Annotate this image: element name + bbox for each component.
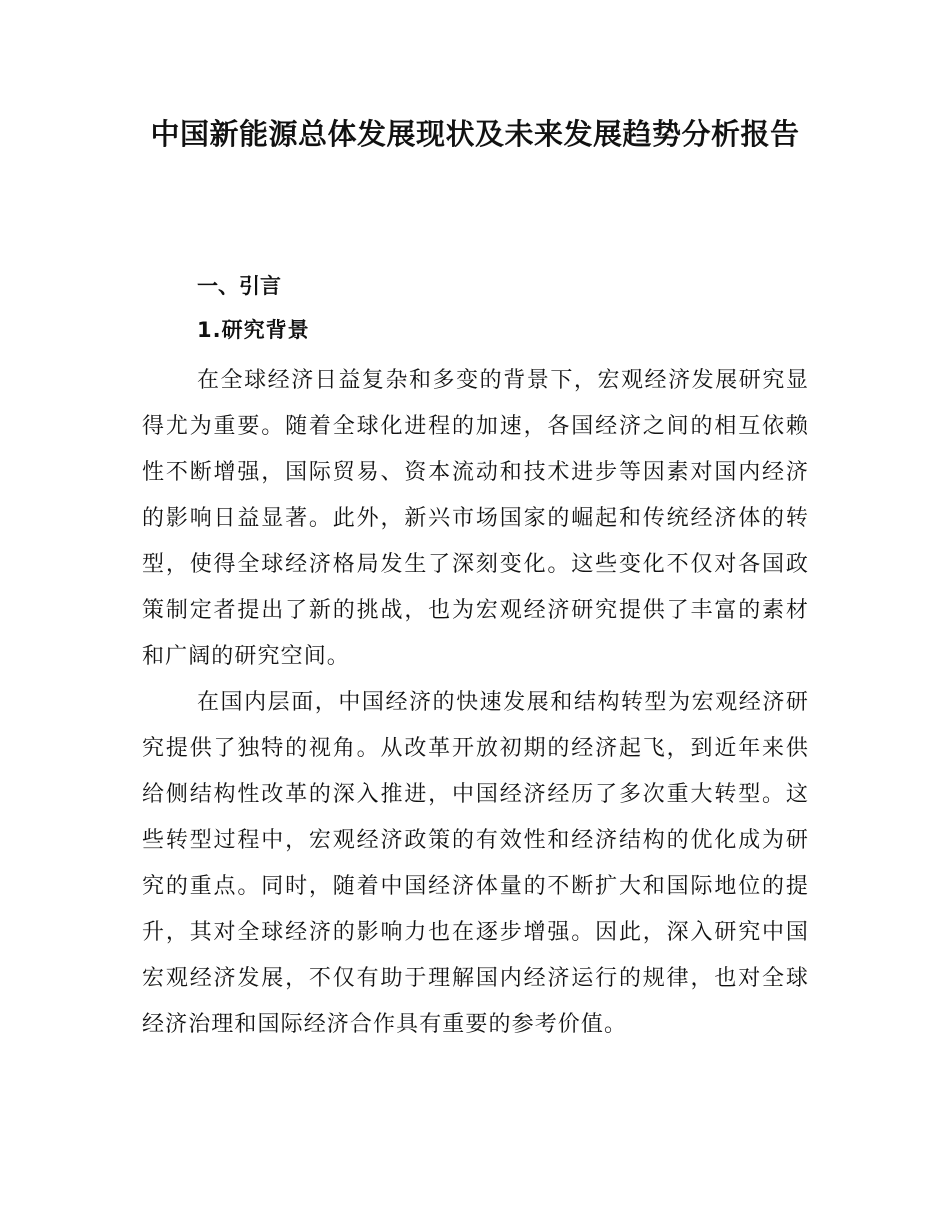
- subsection-heading-research-background: 1.研究背景: [197, 318, 310, 342]
- body-paragraph: 在国内层面，中国经济的快速发展和结构转型为宏观经济研究提供了独特的视角。从改革开放初期的经济起飞，到近年来供给侧结构性改革的深入推进，中国经济经历了多次重大转型。这些转型过程中，宏观经济政策的有效性和经济结构的优化成为研究的重点。同时，随着中国经济体量的不断扩大和国际地位的提升，其对全球经济的影响力也在逐步增强。因此，深入研究中国宏观经济发展，不仅有助于理解国内经济运行的规律，也对全球经济治理和国际经济合作具有重要的参考价值。: [142, 690, 809, 1037]
- document-title: 中国新能源总体发展现状及未来发展趋势分析报告: [150, 117, 800, 151]
- body-paragraph: 在全球经济日益复杂和多变的背景下，宏观经济发展研究显得尤为重要。随着全球化进程的加速，各国经济之间的相互依赖性不断增强，国际贸易、资本流动和技术进步等因素对国内经济的影响日益显著。此外，新兴市场国家的崛起和传统经济体的转型，使得全球经济格局发生了深刻变化。这些变化不仅对各国政策制定者提出了新的挑战，也为宏观经济研究提供了丰富的素材和广阔的研究空间。: [142, 368, 809, 669]
- section-heading-introduction: 一、引言: [197, 274, 281, 298]
